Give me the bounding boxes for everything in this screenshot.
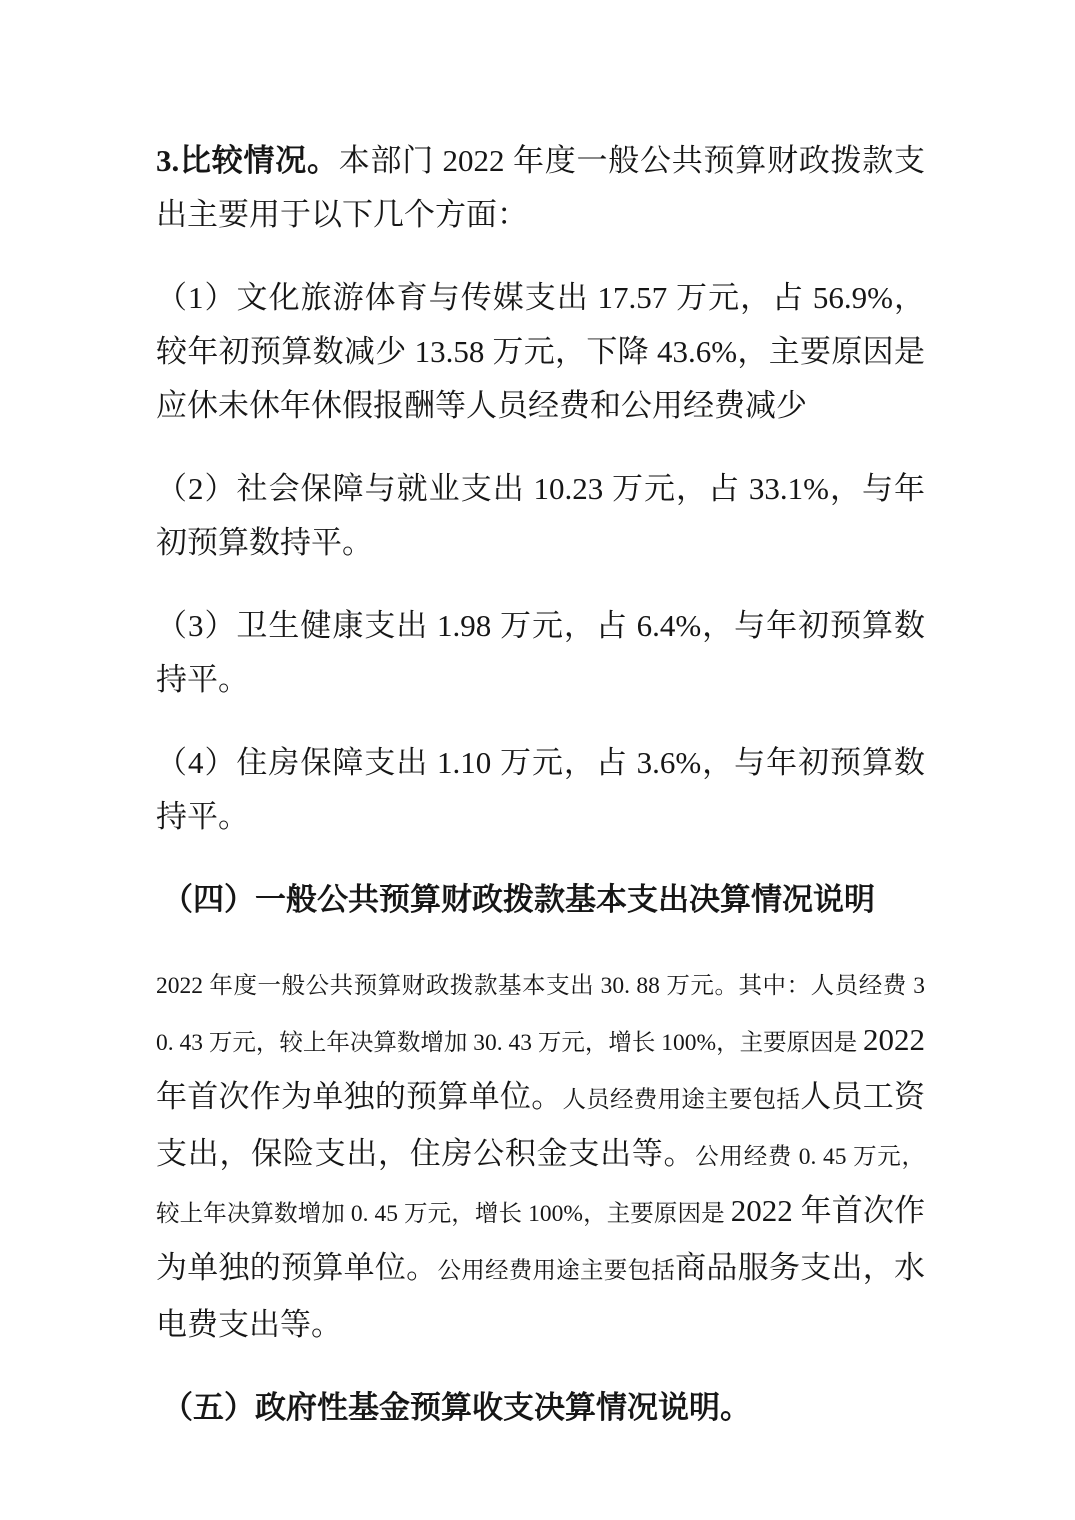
text-run: 公用经费用途主要包括 <box>437 1258 676 1284</box>
document-body <box>156 134 925 1435</box>
para-compare-intro <box>156 134 925 242</box>
heading-section-5 <box>156 1381 925 1435</box>
text-run: （4）住房保障支出 1.10 万元，占 3.6%，与年初预算数持平。 <box>156 745 925 834</box>
text-run: 2022 年度一般公共预算财政拨款基本支出 30. 88 万元。其中：人员经费 30. 43 万元，较上年决算数增加 30. 43 万元，增长 100%，主要原因是 <box>156 973 925 1056</box>
text-run: 公用经费 0. 45 万元，较上年决算数增加 0. 45 万元，增长 100%，主要原因是 <box>156 1144 926 1227</box>
text-run: （1）文化旅游体育与传媒支出 17.57 万元，占 56.9%，较年初预算数减少 13.58 万元，下降 43.6%，主要原因是应休未休年休假报酬等人员经费和公用经费减少 <box>156 280 925 423</box>
text-run: 人员工资支出，保险支出，住房公积金支出等。 <box>156 1079 926 1171</box>
para-item-4 <box>156 736 925 844</box>
text-run: （3）卫生健康支出 1.98 万元，占 6.4%，与年初预算数持平。 <box>156 608 925 697</box>
text-run: 本部门 2022 年度一般公共预算财政拨款支出主要用于以下几个方面： <box>156 143 925 232</box>
text-run: 2022 年首次作为单独的预算单位。 <box>156 1022 925 1114</box>
para-basic-expenditure-detail <box>156 956 925 1352</box>
text-run: 2022 年首次作为单独的预算单位。 <box>156 1193 926 1285</box>
para-item-3 <box>156 599 925 707</box>
heading-section-4 <box>156 873 925 927</box>
text-run: 人员经费用途主要包括 <box>562 1087 801 1113</box>
text-run: 商品服务支出，水电费支出等。 <box>156 1250 926 1342</box>
para-item-1 <box>156 271 925 433</box>
para-item-2 <box>156 462 925 570</box>
text-run: （2）社会保障与就业支出 10.23 万元，占 33.1%，与年初预算数持平。 <box>156 471 925 560</box>
text-run: 3.比较情况。 <box>156 143 339 178</box>
text-run: （五）政府性基金预算收支决算情况说明。 <box>162 1390 751 1425</box>
text-run: （四）一般公共预算财政拨款基本支出决算情况说明 <box>162 882 875 917</box>
